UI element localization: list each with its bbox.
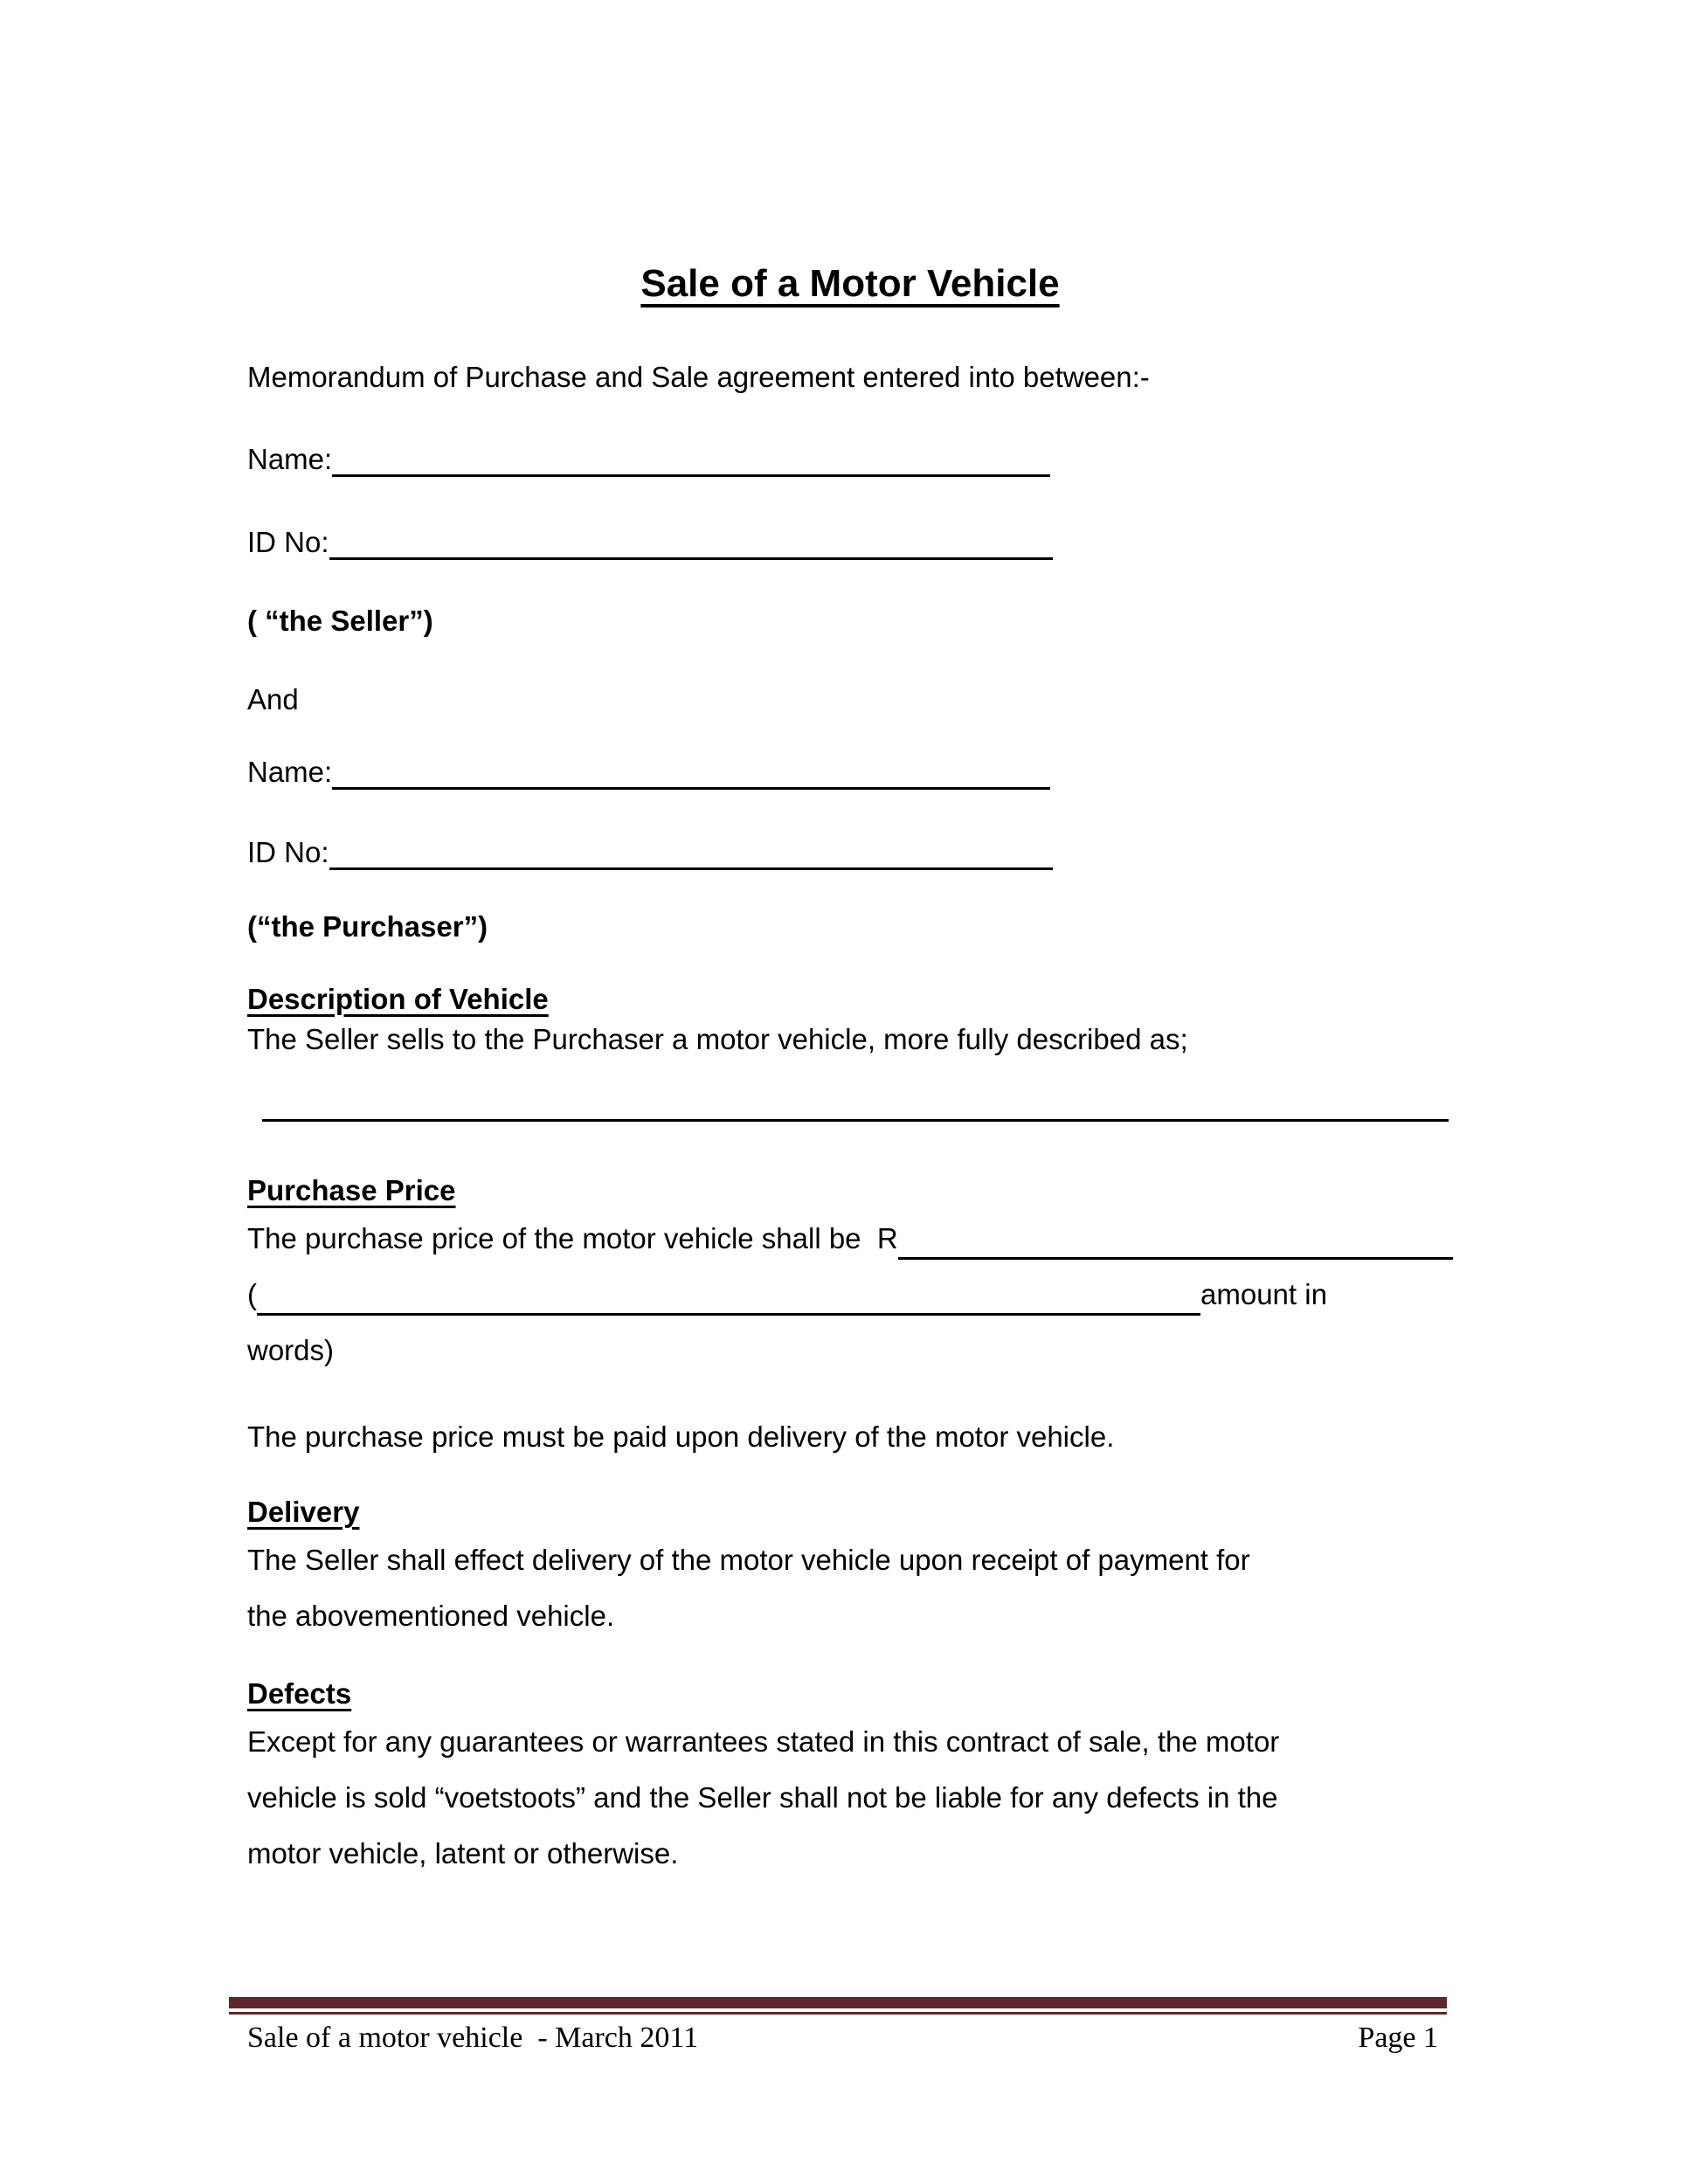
seller-id-blank-line — [329, 524, 1053, 560]
purchaser-name-label: Name: — [247, 756, 333, 788]
page-footer — [229, 1997, 1447, 2056]
page-title: Sale of a Motor Vehicle — [640, 262, 1060, 305]
seller-id-row — [247, 522, 1453, 563]
delivery-heading: Delivery — [247, 1496, 360, 1528]
price-amount-row — [247, 1211, 1453, 1267]
description-blank-line — [262, 1088, 1449, 1122]
words-close-text: words) — [247, 1334, 335, 1366]
defects-line: motor vehicle, latent or otherwise. — [247, 1837, 679, 1870]
footer-document-title: Sale of a motor vehicle - March 2011 — [247, 2022, 699, 2054]
purchaser-id-label: ID No: — [247, 836, 329, 868]
amount-in-words-row — [247, 1267, 1453, 1323]
payment-note-text: The purchase price must be paid upon delivery of the motor vehicle. — [247, 1420, 1115, 1453]
purchaser-designation: (“the Purchaser”) — [247, 910, 488, 943]
amount-in-text: amount in — [1200, 1278, 1327, 1310]
seller-designation: ( “the Seller”) — [247, 605, 433, 637]
seller-id-label: ID No: — [247, 526, 329, 558]
delivery-line: the abovementioned vehicle. — [247, 1600, 615, 1632]
purchase-price-heading: Purchase Price — [247, 1174, 456, 1206]
purchaser-name-row — [247, 752, 1453, 792]
document-body — [247, 260, 1453, 1882]
open-paren-text: ( — [247, 1278, 257, 1310]
description-heading: Description of Vehicle — [247, 983, 549, 1015]
seller-name-label: Name: — [247, 443, 333, 475]
description-body: The Seller sells to the Purchaser a motor vehicle, more fully described as; — [247, 1023, 1188, 1055]
purchaser-id-row — [247, 833, 1453, 873]
price-line-text: The purchase price of the motor vehicle shall be R — [247, 1222, 898, 1254]
defects-heading: Defects — [247, 1677, 352, 1710]
footer-text-row — [229, 2015, 1447, 2056]
intro-text: Memorandum of Purchase and Sale agreement entered into between:- — [247, 361, 1150, 393]
price-amount-blank-line — [898, 1211, 1453, 1260]
seller-name-row — [247, 439, 1453, 480]
amount-words-blank-line — [257, 1267, 1200, 1316]
delivery-line: The Seller shall effect delivery of the motor vehicle upon receipt of payment for — [247, 1544, 1250, 1576]
purchaser-id-blank-line — [329, 834, 1053, 870]
defects-line: Except for any guarantees or warrantees stated in this contract of sale, the motor — [247, 1725, 1280, 1758]
purchaser-name-blank-line — [332, 754, 1050, 790]
footer-page-number: Page 1 — [1358, 2022, 1438, 2054]
defects-line: vehicle is sold “voetstoots” and the Seller shall not be liable for any defects in the — [247, 1781, 1278, 1814]
seller-name-blank-line — [332, 441, 1050, 477]
and-label: And — [247, 683, 299, 715]
footer-thick-rule — [229, 1997, 1447, 2008]
